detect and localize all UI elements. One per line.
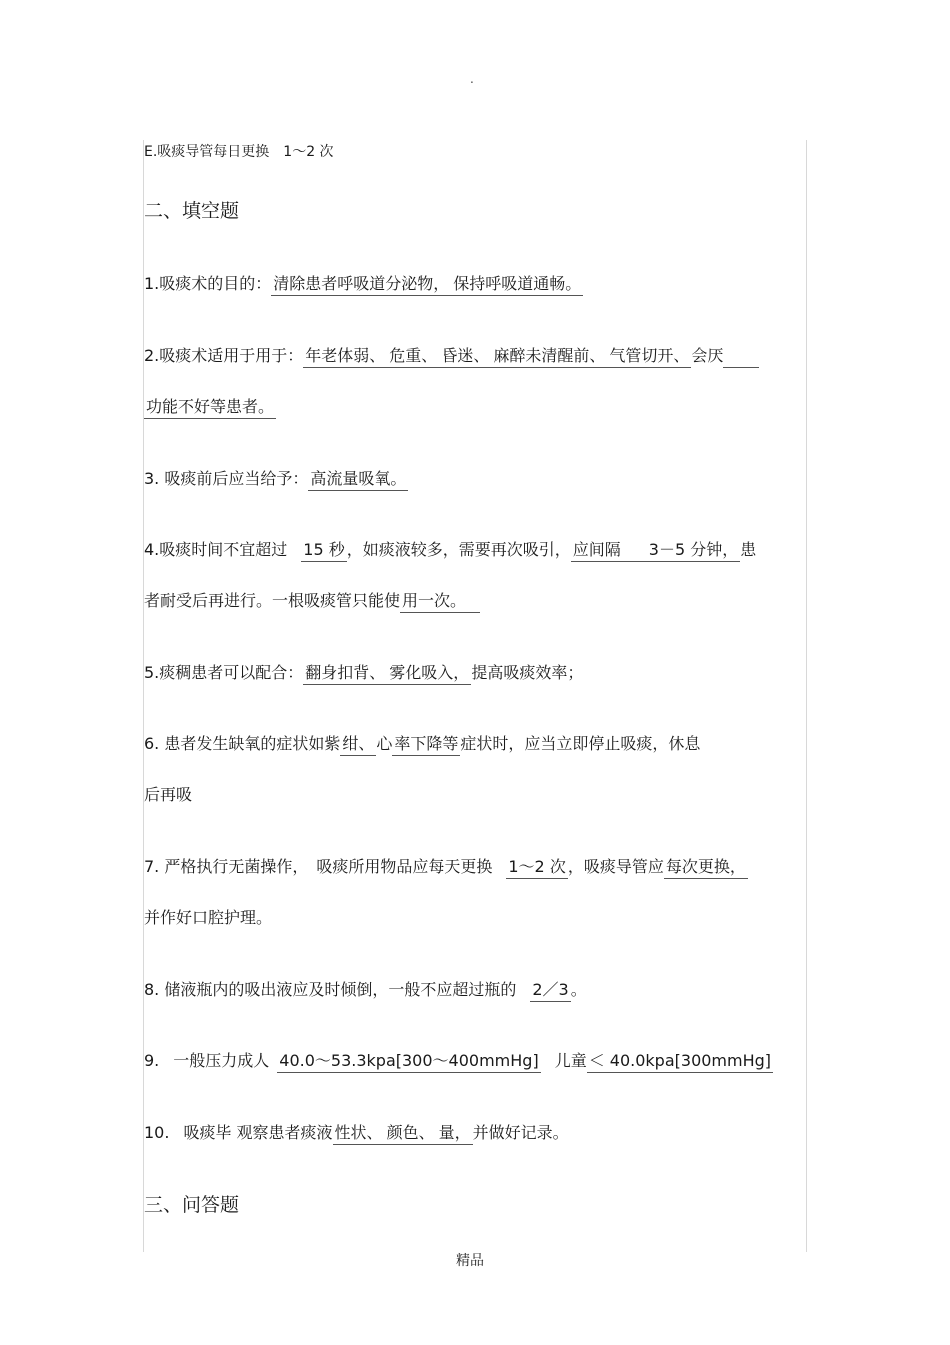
option-e-text: E.吸痰导管每日更换 [144,144,270,160]
q1-prefix: 1.吸痰术的目的： [144,274,272,293]
q4-prefix: 4.吸痰时间不宜超过 [144,540,288,559]
section-heading-qa: 三、问答题 [144,1194,240,1216]
q8-suffix: 。 [570,980,587,999]
question-9 [144,1051,773,1073]
option-e-line [144,142,334,162]
q6-answer-1: 绀、 [340,735,376,756]
q5-prefix: 5.痰稠患者可以配合： [144,663,304,682]
q4-answer-2: 应间隔 [571,541,623,562]
q4-mid: ，如痰液较多，需要再次吸引， [346,540,571,559]
q5-answer-2: 雾化吸入， [387,664,471,685]
q9-mid: 一般压力成人 [173,1051,270,1070]
q7-answer-1: 1～2 次 [506,858,567,879]
q4-answer-1: 15 秒 [301,541,346,562]
q2-answer-2: 危重、 [387,347,439,368]
q10-suffix: 并做好记录。 [472,1123,569,1142]
q10-prefix: 10. [144,1123,170,1142]
q9-prefix: 9. [144,1051,160,1070]
q2-prefix: 2.吸痰术适用于用于： [144,346,304,365]
q10-answer-2: 颜色、 [385,1124,437,1145]
q1-answer-2: 保持呼吸道通畅。 [451,275,583,296]
q2-blank [723,351,759,368]
page-border-right [806,140,807,1252]
q9-mid2: 儿童 [554,1051,587,1070]
q5-answer-1: 翻身扣背、 [303,664,387,685]
question-6 [144,734,700,756]
q9-answer-2: ＜ 40.0kpa[300mmHg] [587,1052,773,1073]
question-8 [144,980,587,1002]
q2-answer-4: 麻醉未清醒前、 [491,347,607,368]
page-border-left [143,140,144,1252]
q2-answer-7: 功能不好等患者。 [144,398,276,419]
q8-answer-1: 2／3 [530,981,570,1002]
q2-answer-1: 年老体弱、 [303,347,387,368]
q2-answer-6: 会厌 [691,346,724,365]
q7-prefix: 7. 严格执行无菌操作， [144,857,309,876]
option-e-value: 1～2 次 [283,144,334,160]
question-5 [144,663,583,685]
q4-suffix: 患 [740,540,757,559]
q9-answer-1: 40.0～53.3kpa[300～400mmHg] [277,1052,540,1073]
q4-answer-3: 3－5 分钟， [623,541,740,562]
q6-answer-2: 率下降等 [392,735,460,756]
question-4-continued [144,591,480,613]
question-2-continued [144,397,276,419]
q2-answer-3: 昏迷、 [439,347,491,368]
q7-mid: 吸痰所用物品应每天更换 [316,857,493,876]
question-6-continued: 后再吸 [144,785,193,804]
q2-answer-5: 气管切开、 [607,347,691,368]
q5-suffix: 提高吸痰效率； [471,663,584,682]
q4-answer-4: 用一次。 [400,592,480,613]
question-7-continued: 并作好口腔护理。 [144,908,273,927]
q6-suffix: 症状时，应当立即停止吸痰，休息 [460,734,701,753]
question-4 [144,540,756,562]
q10-mid: 吸痰毕 观察患者痰液 [183,1123,333,1142]
q6-prefix: 6. 患者发生缺氧的症状如紫 [144,734,341,753]
q3-prefix: 3. 吸痰前后应当给予： [144,469,309,488]
q8-prefix: 8. 储液瓶内的吸出液应及时倾倒，一般不应超过瓶的 [144,980,517,999]
q10-answer-3: 量， [437,1124,473,1145]
q3-answer-1: 高流量吸氧。 [308,470,408,491]
footer-label: 精品 [456,1253,484,1269]
question-7 [144,857,748,879]
q4-line2-prefix: 者耐受后再进行。一根吸痰管只能使 [144,591,401,610]
page-marker-dot: . [470,72,474,86]
question-10 [144,1123,569,1145]
section-heading-fill-blank: 二、填空题 [144,200,240,222]
q6-mid: 心 [376,734,393,753]
q7-mid2: ，吸痰导管应 [567,857,664,876]
q10-answer-1: 性状、 [333,1124,385,1145]
q1-answer-1: 清除患者呼吸道分泌物， [271,275,451,296]
q7-answer-2: 每次更换， [664,858,748,879]
question-2 [144,346,759,368]
question-1 [144,274,583,296]
question-3 [144,469,408,491]
